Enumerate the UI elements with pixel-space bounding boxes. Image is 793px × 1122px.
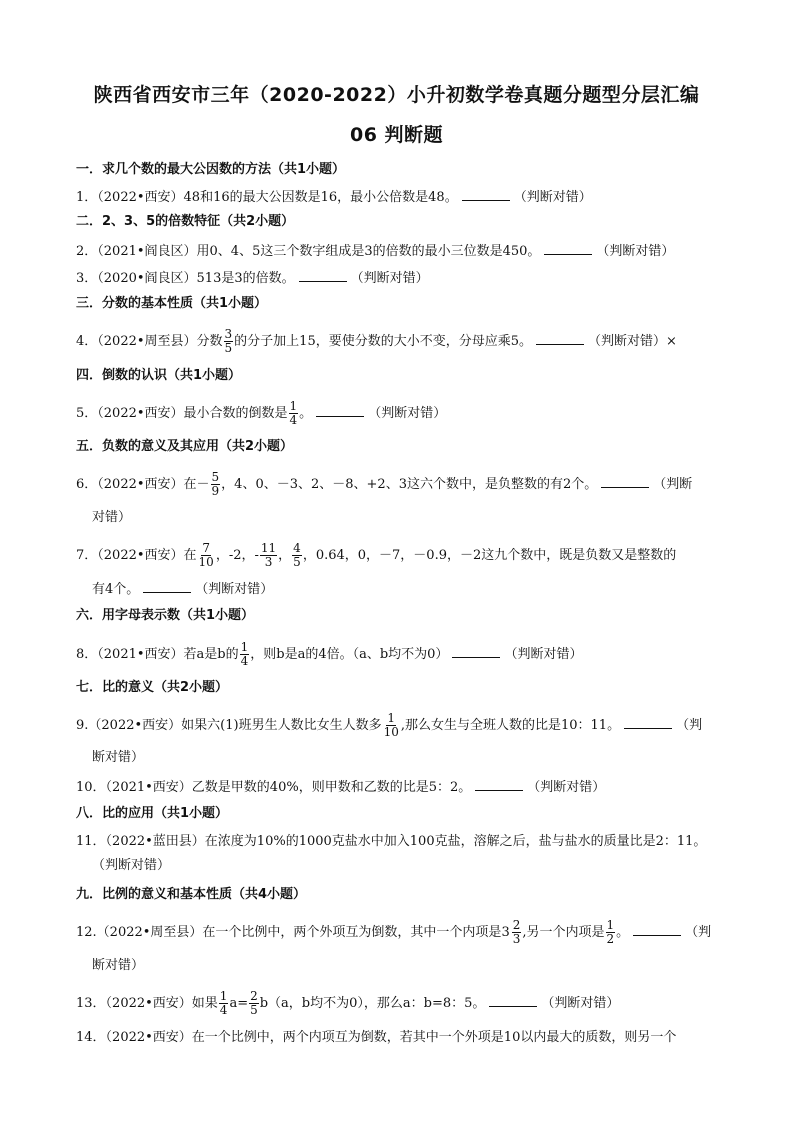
numerator: 1 [289,399,298,413]
fraction [249,990,259,1017]
numerator: 1 [219,989,228,1003]
question-13 [76,990,619,1017]
answer-blank[interactable] [544,242,592,255]
judge-label: （判 [676,718,703,733]
question-7 [76,542,676,569]
answer-blank[interactable] [299,269,347,282]
judge-label: （判断 [653,477,693,492]
fraction [292,542,302,569]
answer-mark: × [666,334,677,349]
question-text: ,另一个内项是 [522,925,605,940]
question-text: 9.（2022•西安）如果六(1)班男生人数比女生人数多 [76,718,382,733]
document-subtitle: 06 判断题 [349,124,444,146]
section-heading: 五．负数的意义及其应用（共2小题） [76,439,294,454]
section-heading: 九．比例的意义和基本性质（共4小题） [76,887,307,902]
answer-blank[interactable] [624,716,672,729]
section-heading: 八．比的应用（共1小题） [76,806,229,821]
numerator: 2 [250,989,258,1003]
judge-label: （判断对错） [350,271,429,286]
judge-label: （判 [685,925,712,940]
denominator: 5 [224,341,233,355]
answer-blank[interactable] [633,923,681,936]
question-text: b（a，b均不为0），那么a：b=8：5。 [259,996,486,1011]
whole-number: 3 [501,925,510,940]
question-text: 4．（2022•周至县）分数 [76,334,223,349]
judge-label: （判断对错） [504,647,583,662]
question-text: ， [278,548,292,563]
question-text: 7．（2022•西安）在 [76,548,197,563]
question-8 [76,641,582,668]
section-heading: 一．求几个数的最大公因数的方法（共1小题） [76,162,346,177]
question-text: 3．（2020•阎良区）513是3的倍数。 [76,271,295,286]
section-heading: 三．分数的基本性质（共1小题） [76,296,268,311]
judge-label: （判断对错） [541,996,620,1011]
question-12-continued: 断对错） [92,958,145,973]
answer-blank[interactable] [143,580,191,593]
judge-label: （判断对错） [513,190,592,205]
question-text: ，0.64，0，－7，－0.9，－2这九个数中，既是负数又是整数的 [302,548,677,563]
question-text: 14．（2022•西安）在一个比例中，两个内项互为倒数，若其中一个外项是10以内最大的质数，则另一个 [76,1030,677,1045]
question-text: 11．（2022•蓝田县）在浓度为10%的1000克盐水中加入100克盐，溶解之后，盐与盐水的质量比是2：11。 [76,834,707,849]
fraction [240,641,250,668]
question-text: 10．（2021•西安）乙数是甲数的40%，则甲数和乙数的比是5：2。 [76,780,472,795]
question-text: ,那么女生与全班人数的比是10：11。 [400,718,621,733]
question-text: 的分子加上15，要使分数的大小不变，分母应乘5。 [234,334,532,349]
fraction [512,919,522,946]
question-text: ，则b是a的4倍。（a、b均不为0） [250,647,449,662]
question-text: 5．（2022•西安）最小合数的倒数是 [76,406,288,421]
numerator: 1 [387,711,396,725]
question-3 [76,269,429,287]
denominator: 5 [293,555,301,569]
question-11 [76,834,706,850]
numerator: 1 [240,640,249,654]
document-title: 陕西省西安市三年（2020-2022）小升初数学卷真题分题型分层汇编 [93,84,700,106]
question-text: 13．（2022•西安）如果 [76,996,218,1011]
fraction [289,400,299,427]
answer-blank[interactable] [316,404,364,417]
answer-blank[interactable] [536,332,584,345]
judge-label: （判断对错） [527,780,606,795]
section-heading: 七．比的意义（共2小题） [76,680,229,695]
fraction [211,471,221,498]
question-1 [76,188,592,206]
numerator: 5 [211,470,220,484]
question-text: 1．（2022•西安）48和16的最大公因数是16，最小公倍数是48。 [76,190,458,205]
denominator: 5 [250,1003,258,1017]
denominator: 4 [219,1003,228,1017]
question-text: 。 [616,925,630,940]
answer-blank[interactable] [601,475,649,488]
question-2 [76,242,674,260]
denominator: 2 [606,932,615,946]
fraction [260,542,277,569]
numerator: 11 [260,541,277,555]
question-9-continued: 断对错） [92,750,145,765]
denominator: 9 [211,484,220,498]
question-text: 12.（2022•周至县）在一个比例中，两个外项互为倒数，其中一个内项是 [76,925,502,940]
denominator: 4 [240,654,249,668]
question-10 [76,778,605,796]
question-text: 6．（2022•西安）在－ [76,477,210,492]
question-text: ，4、0、－3、2、－8、+2、3这六个数中，是负整数的有2个。 [221,477,598,492]
numerator: 2 [512,918,521,932]
judge-label: （判断对错） [596,244,675,259]
judge-label: （判断对错） [195,582,274,597]
question-text: 有4个。 [92,582,140,597]
question-5 [76,400,446,427]
denominator: 10 [198,555,214,569]
denominator: 10 [383,725,399,739]
section-heading: 六．用字母表示数（共1小题） [76,608,255,623]
question-14 [76,1030,676,1046]
denominator: 4 [289,413,298,427]
question-12 [76,919,711,946]
answer-blank[interactable] [452,645,500,658]
fraction [383,712,400,739]
answer-blank[interactable] [489,994,537,1007]
denominator: 3 [264,555,273,569]
question-6-continued: 对错） [92,510,132,525]
denominator: 3 [512,932,521,946]
question-4 [76,328,677,355]
question-text: ，-2，- [215,548,259,563]
fraction [219,990,229,1017]
section-heading: 二．2、3、5的倍数特征（共2小题） [76,214,295,229]
numerator: 7 [202,541,210,555]
fraction [198,542,215,569]
question-7-continued [92,580,273,598]
answer-blank[interactable] [475,778,523,791]
numerator: 4 [293,541,301,555]
judge-label: （判断对错） [588,334,667,349]
fraction [224,328,234,355]
question-text: 8．（2021•西安）若a是b的 [76,647,239,662]
fraction [606,919,616,946]
numerator: 1 [606,918,615,932]
question-11-continued [92,858,170,874]
question-text: 2．（2021•阎良区）用0、4、5这三个数字组成是3的倍数的最小三位数是450。 [76,244,541,259]
question-text: 。 [299,406,313,421]
section-heading: 四．倒数的认识（共1小题） [76,368,242,383]
answer-blank[interactable] [462,188,510,201]
numerator: 3 [224,327,233,341]
judge-label: （判断对错） [92,858,171,873]
question-text: a= [229,996,249,1011]
question-9 [76,712,702,739]
judge-label: （判断对错） [368,406,447,421]
question-6 [76,471,692,498]
